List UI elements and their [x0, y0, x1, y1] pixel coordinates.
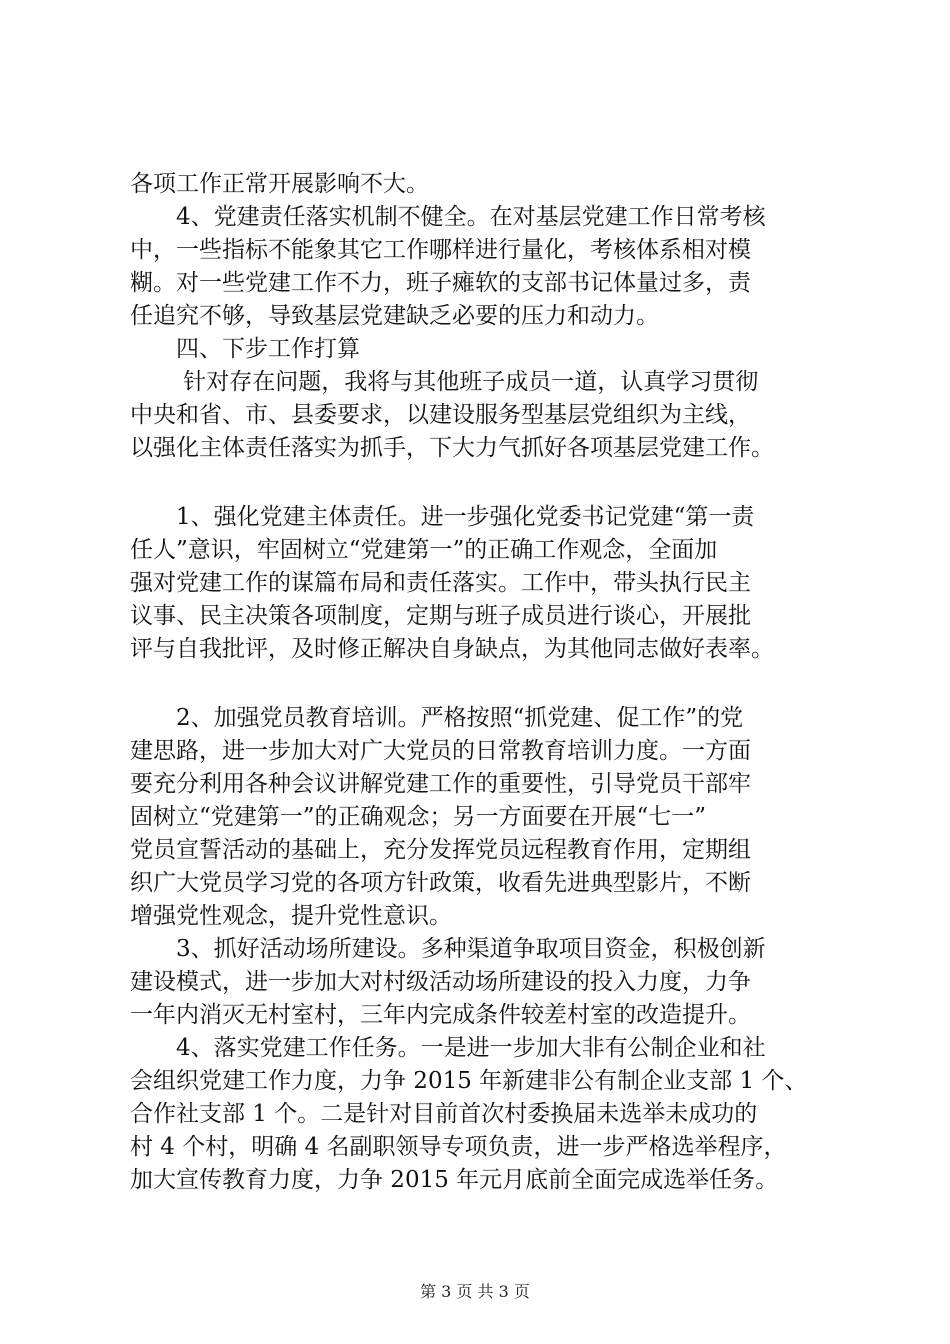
text-line: 固树立“党建第一”的正确观念；另一方面要在开展“七一”: [130, 804, 707, 830]
text-line: 议事、民主决策各项制度，定期与班子成员进行谈心，开展批: [130, 603, 751, 629]
text-line: 各项工作正常开展影响不大。: [130, 171, 429, 197]
text-line: 建思路，进一步加大对广大党员的日常教育培训力度。一方面: [130, 738, 751, 764]
text-line: 党员宣誓活动的基础上，充分发挥党员远程教育作用，定期组: [130, 837, 751, 863]
text-line: 3、抓好活动场所建设。多种渠道争取项目资金，积极创新: [130, 936, 766, 962]
text-line: 针对存在问题，我将与其他班子成员一道，认真学习贯彻: [130, 369, 759, 395]
paragraph-gap: [130, 465, 850, 501]
text-line: 建设模式，进一步加大对村级活动场所建设的投入力度，力争: [130, 969, 751, 995]
text-line: 以强化主体责任落实为抓手，下大力气抓好各项基层党建工作。: [130, 435, 774, 461]
text-line: 中，一些指标不能象其它工作哪样进行量化，考核体系相对模: [130, 237, 751, 263]
text-line: 织广大党员学习党的各项方针政策，收看先进典型影片，不断: [130, 870, 751, 896]
paragraph-gap: [130, 666, 850, 702]
text-line: 4、落实党建工作任务。一是进一步加大非有公制企业和社: [130, 1035, 766, 1061]
text-line: 1、强化党建主体责任。进一步强化党委书记党建“第一责: [130, 504, 755, 530]
text-line: 合作社支部 1 个。二是针对目前首次村委换届未选举未成功的: [130, 1101, 758, 1127]
text-line: 要充分利用各种会议讲解党建工作的重要性，引导党员干部牢: [130, 771, 751, 797]
text-line: 任人”意识，牢固树立“党建第一”的正确工作观念，全面加: [130, 537, 718, 563]
text-line: 2、加强党员教育培训。严格按照“抓党建、促工作”的党: [130, 705, 744, 731]
text-line: 中央和省、市、县委要求，以建设服务型基层党组织为主线，: [130, 402, 751, 428]
text-line: 村 4 个村，明确 4 名副职领导专项负责，进一步严格选举程序，: [130, 1134, 787, 1160]
page-number-footer: 第 3 页 共 3 页: [420, 1282, 530, 1301]
text-line: 4、党建责任落实机制不健全。在对基层党建工作日常考核: [130, 204, 766, 230]
text-line: 增强党性观念，提升党性意识。: [130, 903, 452, 929]
text-line: 评与自我批评，及时修正解决自身缺点，为其他同志做好表率。: [130, 636, 774, 662]
text-line: 加大宣传教育力度，力争 2015 年元月底前全面完成选举任务。: [130, 1167, 779, 1193]
text-line: 任追究不够，导致基层党建缺乏必要的压力和动力。: [130, 303, 659, 329]
text-line: 糊。对一些党建工作不力，班子瘫软的支部书记体量过多，责: [130, 270, 751, 296]
text-line: 一年内消灭无村室村，三年内完成条件较差村室的改造提升。: [130, 1002, 751, 1028]
document-body: [130, 168, 850, 1197]
section-heading: 四、下步工作打算: [130, 336, 360, 362]
text-line: 强对党建工作的谋篇布局和责任落实。工作中，带头执行民主: [130, 570, 751, 596]
text-line: 会组织党建工作力度，力争 2015 年新建非公有制企业支部 1 个、: [130, 1068, 808, 1094]
